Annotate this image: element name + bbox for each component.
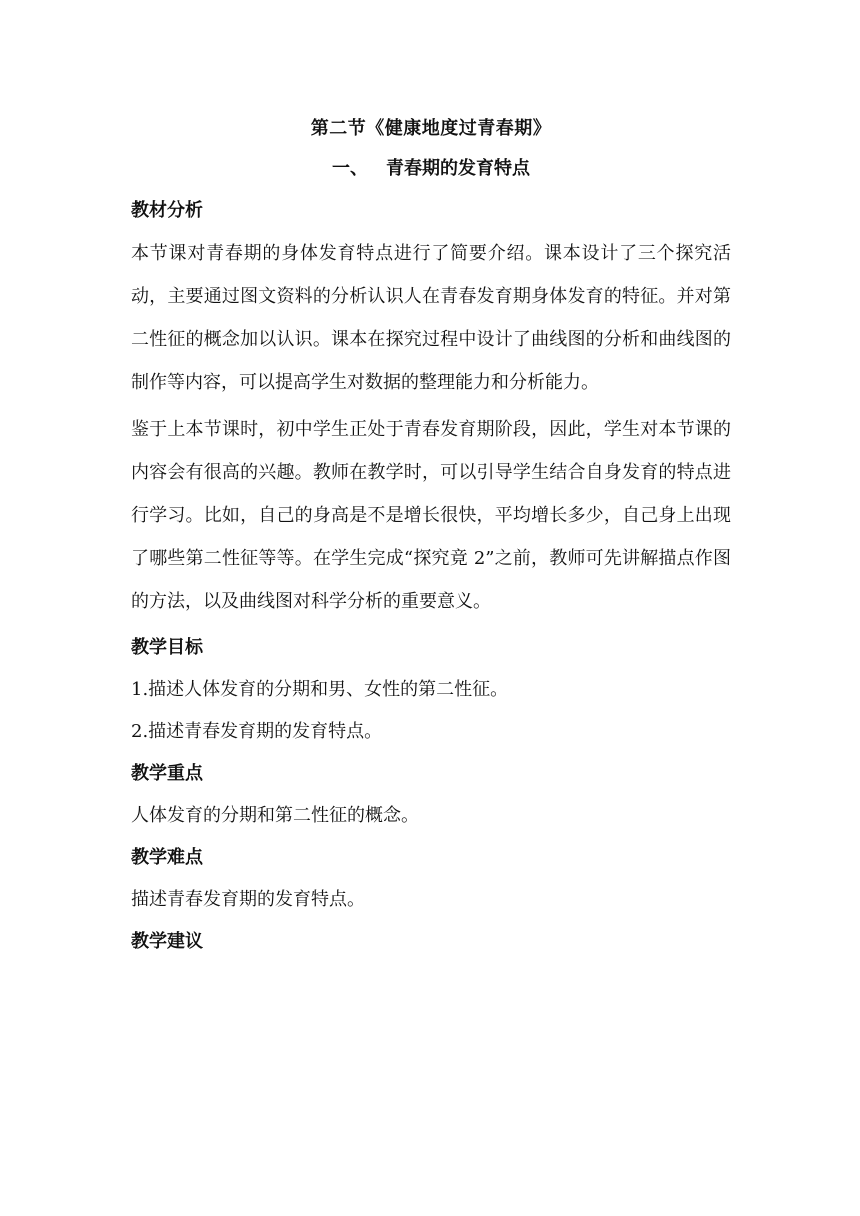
analysis-paragraph-2: 鉴于上本节课时，初中学生正处于青春发育期阶段，因此，学生对本节课的内容会有很高的兴趣。教师在教学时，可以引导学生结合自身发育的特点进行学习。比如，自己的身高是不是增长很快，平均增长多少，自己身上出现了哪些第二性征等等。在学生完成“探究竟 2”之前，教师可先讲解描点作图的方法，以及曲线图对科学分析的重要意义。 (131, 419, 731, 612)
section-title-text: 青春期的发育特点 (386, 158, 530, 179)
difficulties-text: 描述青春发育期的发育特点。 (131, 889, 365, 910)
objectives-heading: 教学目标 (131, 637, 203, 658)
objective-item-1: 1.描述人体发育的分期和男、女性的第二性征。 (131, 679, 509, 700)
analysis-paragraph-1: 本节课对青春期的身体发育特点进行了简要介绍。课本设计了三个探究活动，主要通过图文资料的分析认识人在青春发育期身体发育的特征。并对第二性征的概念加以认识。课本在探究过程中设计了曲线图的分析和曲线图的制作等内容，可以提高学生对数据的整理能力和分析能力。 (131, 243, 731, 393)
section-number: 一、 (332, 158, 368, 179)
objective-item-2: 2.描述青春发育期的发育特点。 (131, 721, 383, 742)
suggestions-heading: 教学建议 (131, 931, 203, 952)
key-points-text: 人体发育的分期和第二性征的概念。 (131, 805, 419, 826)
difficulties-heading: 教学难点 (131, 847, 203, 868)
key-points-heading: 教学重点 (131, 763, 203, 784)
section-title (131, 152, 731, 186)
document-content (131, 112, 731, 959)
document-title: 第二节《健康地度过青春期》 (310, 118, 552, 139)
analysis-heading: 教材分析 (131, 200, 203, 221)
